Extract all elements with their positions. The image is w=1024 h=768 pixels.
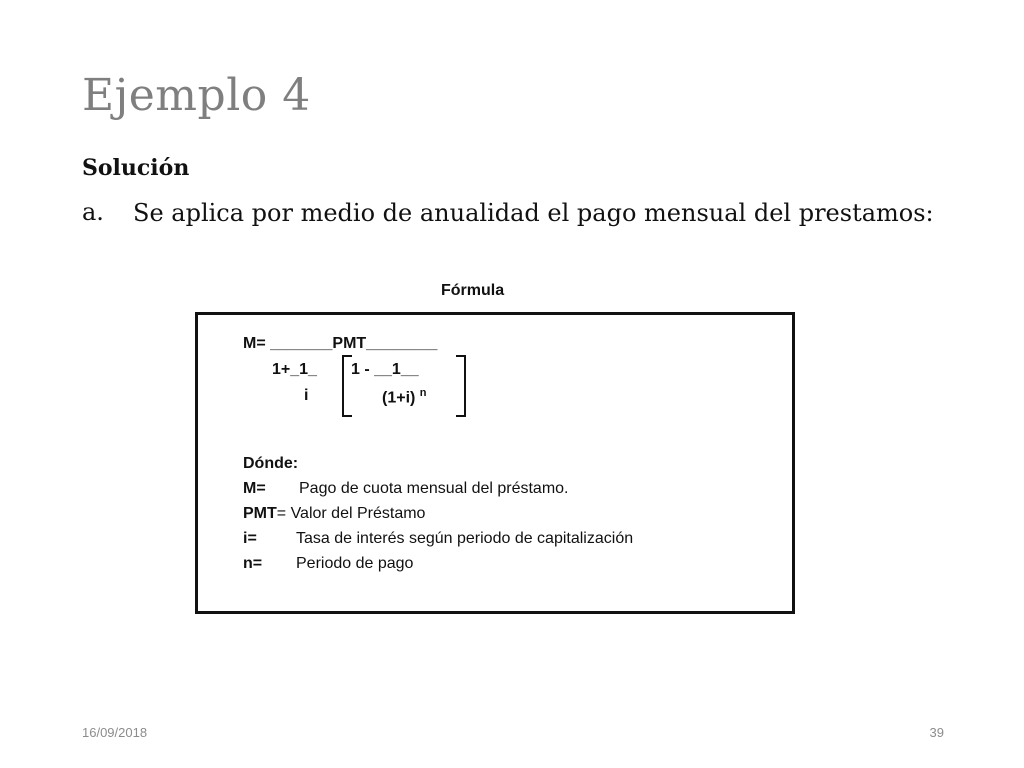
def-term-m: M=: [243, 480, 266, 497]
formula-den-right: [382, 387, 427, 407]
formula-box: [195, 312, 795, 614]
where-label: Dónde:: [243, 455, 299, 472]
def-term-n: n=: [243, 555, 263, 572]
solution-heading: Solución: [82, 155, 190, 181]
formula-caption: Fórmula: [441, 282, 505, 299]
def-term-pmt: PMT: [243, 505, 277, 522]
formula-num-left: 1+_1_: [272, 361, 317, 378]
list-item-text: Se aplica por medio de anualidad el pago mensual del prestamos:: [133, 199, 934, 227]
formula-den-right-base: (1+i): [382, 389, 416, 407]
formula-num-right: 1 - __1__: [351, 361, 419, 378]
def-term-i: i=: [243, 530, 257, 547]
right-bracket: [456, 355, 466, 417]
formula-line-m: M= _______PMT________: [243, 335, 438, 352]
def-row-pmt: [243, 505, 425, 523]
def-desc-n: Periodo de pago: [296, 555, 414, 572]
def-desc-pmt: = Valor del Préstamo: [276, 505, 426, 522]
def-desc-i: Tasa de interés según periodo de capitalización: [296, 530, 634, 547]
list-marker: a.: [82, 198, 104, 226]
def-desc-m: Pago de cuota mensual del préstamo.: [299, 480, 569, 497]
list-item: [82, 198, 946, 228]
footer-date: 16/09/2018: [82, 725, 148, 740]
slide-title: Ejemplo 4: [82, 70, 311, 121]
formula-den-left: i: [304, 387, 309, 404]
page-number: 39: [929, 725, 944, 740]
formula-exponent: n: [419, 387, 427, 399]
